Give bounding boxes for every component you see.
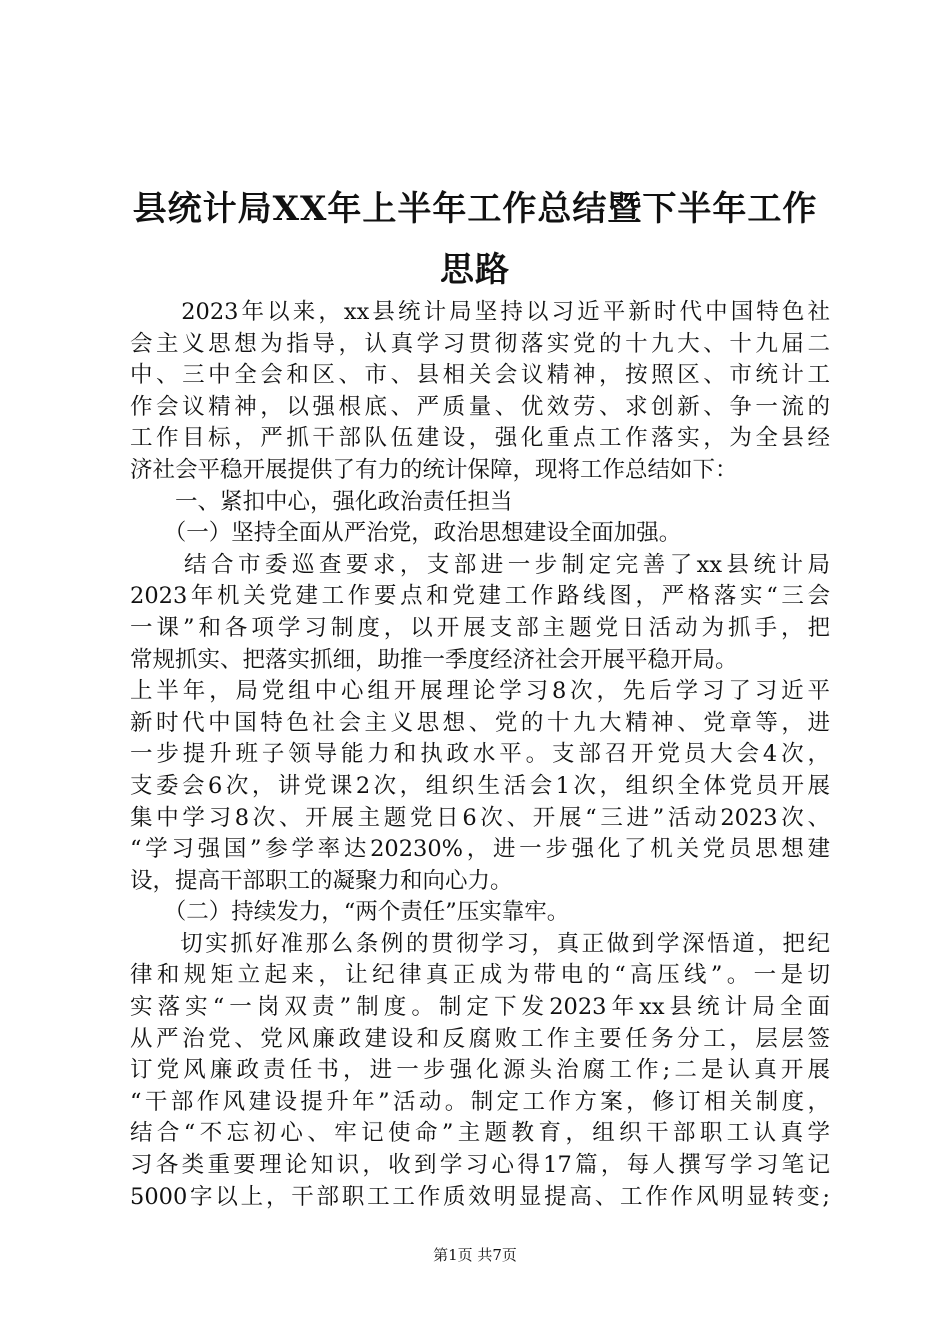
- body-line: 工作目标，严抓干部队伍建设，强化重点工作落实，为全县经: [130, 425, 830, 452]
- body-line: “干部作风建设提升年”活动。制定工作方案，修订相关制度，: [130, 1088, 830, 1115]
- body-line: 习各类重要理论知识，收到学习心得17篇，每人撰写学习笔记: [130, 1152, 830, 1179]
- body-line: 常规抓实、把落实抓细，助推一季度经济社会开展平稳开局。: [130, 646, 738, 673]
- body-line: 结合市委巡查要求，支部进一步制定完善了xx县统计局: [130, 551, 830, 578]
- body-line: 2023年机关党建工作要点和党建工作路线图，严格落实“三会: [130, 583, 830, 610]
- body-line: 设，提高干部职工的凝聚力和向心力。: [130, 867, 513, 894]
- document-title-line2: 思路: [440, 250, 510, 290]
- body-line: 集中学习8次、开展主题党日6次、开展“三进”活动2023次、: [130, 804, 830, 831]
- body-line: 一、紧扣中心，强化政治责任担当: [130, 488, 513, 515]
- body-line: 从严治党、党风廉政建设和反腐败工作主要任务分工，层层签: [130, 1025, 830, 1052]
- body-line: 新时代中国特色社会主义思想、党的十九大精神、党章等，进: [130, 709, 830, 736]
- body-line: （一）坚持全面从严治党，政治思想建设全面加强。: [130, 520, 682, 547]
- body-line: 作会议精神，以强根底、严质量、优效劳、求创新、争一流的: [130, 393, 830, 420]
- body-line: 中、三中全会和区、市、县相关会议精神，按照区、市统计工: [130, 362, 830, 389]
- body-line: 5000字以上，干部职工工作质效明显提高、工作作风明显转变;: [130, 1183, 830, 1210]
- document-title-line1: 县统计局XX年上半年工作总结暨下半年工作: [132, 189, 818, 229]
- body-line: 2023年以来，xx县统计局坚持以习近平新时代中国特色社: [130, 299, 830, 325]
- body-line: 上半年，局党组中心组开展理论学习8次，先后学习了习近平: [130, 678, 830, 705]
- body-line: 实落实“一岗双责”制度。制定下发2023年xx县统计局全面: [130, 994, 830, 1021]
- body-line: 律和规矩立起来，让纪律真正成为带电的“高压线”。一是切: [130, 962, 830, 989]
- body-line: 支委会6次，讲党课2次，组织生活会1次，组织全体党员开展: [130, 772, 830, 799]
- body-line: 一步提升班子领导能力和执政水平。支部召开党员大会4次，: [130, 741, 830, 768]
- body-line: （二）持续发力，“两个责任”压实靠牢。: [130, 899, 570, 926]
- page-footer: 第1页 共7页: [433, 1246, 517, 1264]
- body-line: 济社会平稳开展提供了有力的统计保障，现将工作总结如下：: [130, 456, 738, 483]
- body-line: 结合“不忘初心、牢记使命”主题教育，组织干部职工认真学: [130, 1120, 830, 1147]
- body-line: 订党风廉政责任书，进一步强化源头治腐工作;二是认真开展: [130, 1057, 830, 1084]
- body-line: 一课”和各项学习制度，以开展支部主题党日活动为抓手，把: [130, 614, 830, 641]
- body-line: 会主义思想为指导，认真学习贯彻落实党的十九大、十九届二: [130, 330, 830, 357]
- body-line: “学习强国”参学率达20230%，进一步强化了机关党员思想建: [130, 836, 830, 863]
- body-line: 切实抓好准那么条例的贯彻学习，真正做到学深悟道，把纪: [130, 930, 830, 957]
- document-body: [130, 297, 830, 1213]
